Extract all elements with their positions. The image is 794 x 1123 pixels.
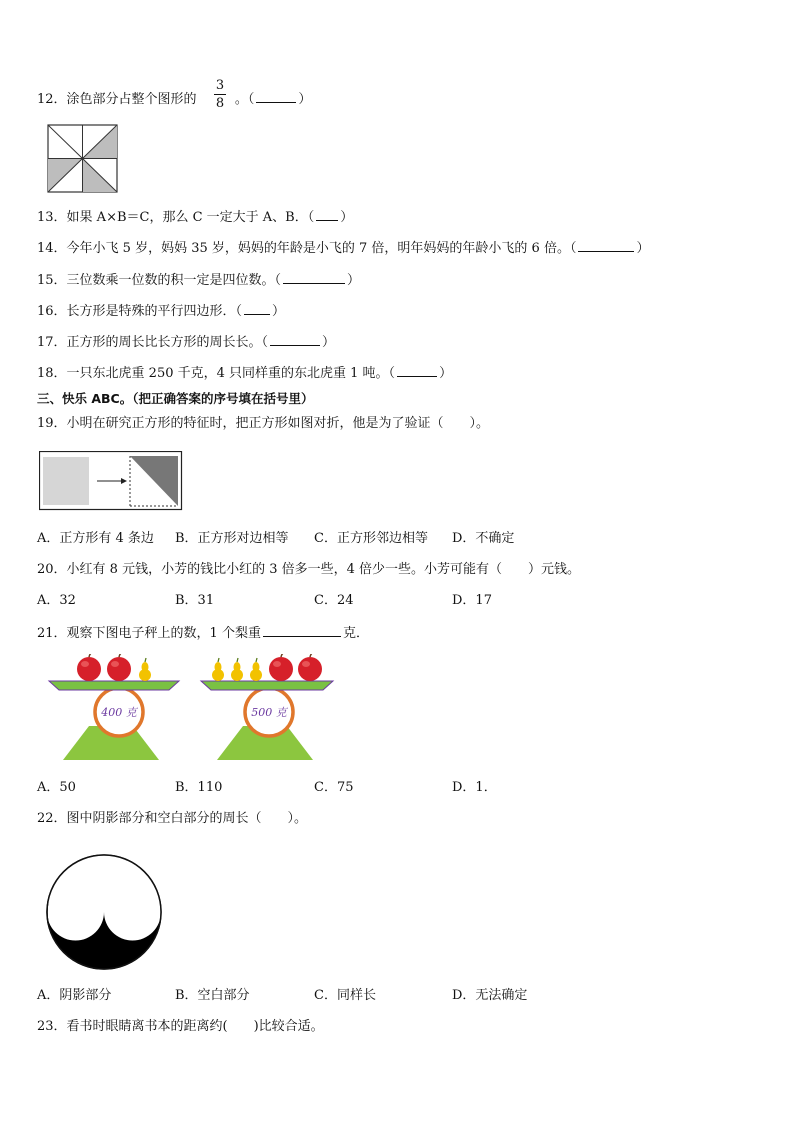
question-23: 23．看书时眼睛离书本的距离约( )比较合适。 <box>37 1019 324 1034</box>
question-20: 20．小红有 8 元钱，小芳的钱比小红的 3 倍多一些，4 倍少一些。小芳可能有（ ）元钱。 <box>37 562 581 577</box>
option-a[interactable]: A．32 <box>37 593 76 608</box>
option-d[interactable]: D．1． <box>452 780 497 795</box>
question-14: 14．今年小飞 5 岁，妈妈 35 岁，妈妈的年龄是小飞的 7 倍，明年妈妈的年龄小飞的 6 倍。（ ） <box>37 241 650 256</box>
question-22: 22．图中阴影部分和空白部分的周长（ ）。 <box>37 811 308 826</box>
apple-icon <box>107 654 131 681</box>
question-16: 16．长方形是特殊的平行四边形．（ ） <box>37 304 286 319</box>
q22-options <box>37 988 757 1004</box>
answer-blank[interactable] <box>283 271 345 284</box>
option-b[interactable]: B．31 <box>175 593 215 608</box>
q20-options <box>37 593 757 609</box>
scale-tray <box>201 681 333 690</box>
apple-icon <box>269 654 293 681</box>
question-12: 12．涂色部分占整个图形的 。（ ） <box>37 92 312 107</box>
answer-blank[interactable] <box>397 364 437 377</box>
pear-icon <box>139 658 151 681</box>
answer-blank[interactable] <box>244 302 270 315</box>
option-a[interactable]: A．50 <box>37 780 76 795</box>
q12-prefix: 12．涂色部分占整个图形的 <box>37 92 197 107</box>
option-b[interactable]: B．110 <box>175 780 223 795</box>
question-17: 17．正方形的周长比长方形的周长长。（ ） <box>37 335 336 350</box>
yin-yang-figure <box>44 852 164 972</box>
frac-numerator: 3 <box>215 78 225 93</box>
pear-icon <box>250 658 262 681</box>
option-c[interactable]: C．正方形邻边相等 <box>314 531 428 546</box>
q12-suffix: 。（ <box>234 92 255 107</box>
option-a[interactable]: A．阴影部分 <box>37 988 112 1003</box>
scale-tray <box>49 681 179 690</box>
scale-left <box>47 654 183 764</box>
gray-square <box>43 457 89 505</box>
section-heading: 三、快乐 ABC。（把正确答案的序号填在括号里） <box>37 391 314 406</box>
option-a[interactable]: A．正方形有 4 条边 <box>37 531 154 546</box>
octant-square-figure <box>47 124 119 194</box>
option-d[interactable]: D．无法确定 <box>452 988 528 1003</box>
frac-denominator: 8 <box>215 96 225 111</box>
option-c[interactable]: C．75 <box>314 780 354 795</box>
answer-blank[interactable] <box>263 624 341 637</box>
scale-right <box>199 654 337 764</box>
question-21: 21．观察下图电子秤上的数，1 个梨重 克． <box>37 626 369 641</box>
scale-reading: 500 克 <box>251 706 287 719</box>
fraction-three-eighths <box>214 78 226 111</box>
q19-options <box>37 531 757 547</box>
apple-icon <box>298 654 322 681</box>
question-15: 15．三位数乘一位数的积一定是四位数。（ ） <box>37 273 361 288</box>
pear-icon <box>231 658 243 681</box>
question-13: 13．如果 A×B＝C，那么 C 一定大于 A、B．（ ） <box>37 210 354 225</box>
answer-blank[interactable] <box>578 239 634 252</box>
apple-icon <box>77 654 101 681</box>
option-d[interactable]: D．不确定 <box>452 531 515 546</box>
question-19: 19．小明在研究正方形的特征时，把正方形如图对折，他是为了验证（ ）。 <box>37 416 490 431</box>
square-fold-figure <box>39 451 183 511</box>
scale-reading: 400 克 <box>101 706 137 719</box>
q21-options <box>37 780 757 796</box>
option-b[interactable]: B．空白部分 <box>175 988 250 1003</box>
answer-blank[interactable] <box>316 208 338 221</box>
option-d[interactable]: D．17 <box>452 593 492 608</box>
answer-blank[interactable] <box>270 333 320 346</box>
pear-icon <box>212 658 224 681</box>
question-18: 18．一只东北虎重 250 千克，4 只同样重的东北虎重 1 吨。（ ） <box>37 366 453 381</box>
option-c[interactable]: C．24 <box>314 593 354 608</box>
option-c[interactable]: C．同样长 <box>314 988 376 1003</box>
answer-blank[interactable] <box>256 90 296 103</box>
option-b[interactable]: B．正方形对边相等 <box>175 531 289 546</box>
